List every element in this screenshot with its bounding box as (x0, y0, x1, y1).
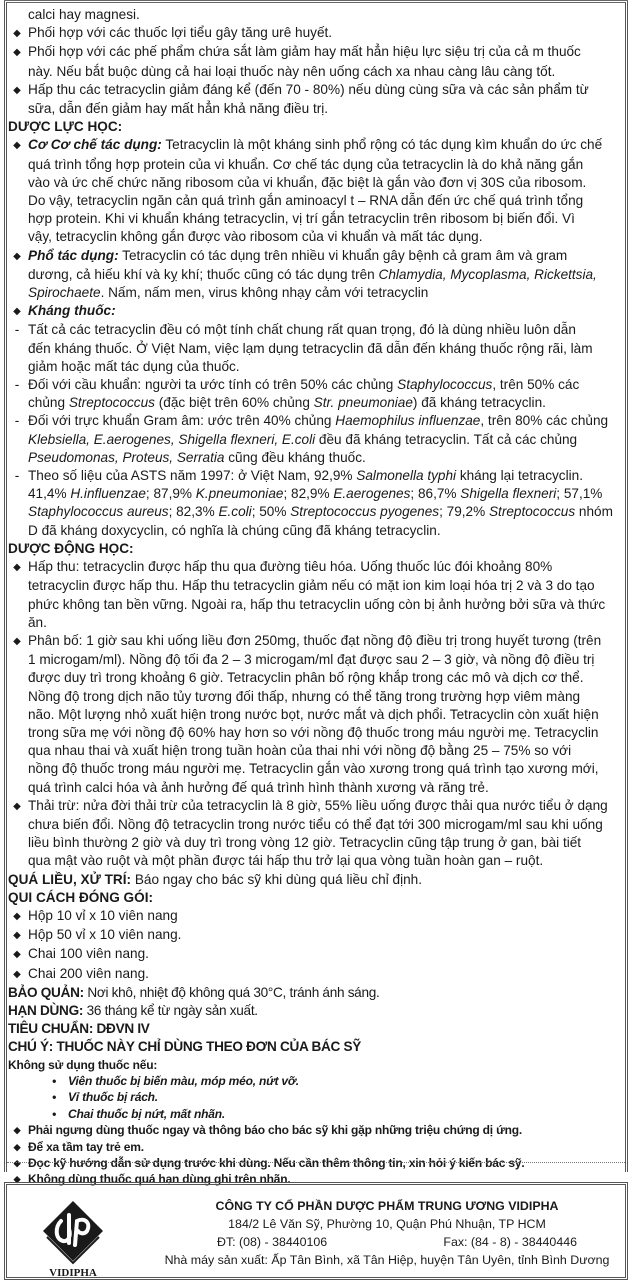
overdose-line: QUÁ LIỀU, XỬ TRÍ: Báo ngay cho bác sỹ khi dùng quá liều chỉ định. (8, 871, 423, 887)
list-item: ◆ Phối hợp với các phế phẩm chứa sắt làm giảm hay mất hẳn hiệu lực siệu trị của cả m thuốc (8, 43, 620, 62)
warning-heading: CHÚ Ý: THUỐC NÀY CHỈ DÙNG THEO ĐƠN CỦA BÁC SỸ (8, 1039, 362, 1055)
text-line: liều bình thường 2 giờ và duy trì trong vòng 12 giờ. Tetracyclin cũng tập trung ở gan, bài tiết (28, 835, 582, 851)
storage-line: BẢO QUẢN: Nơi khô, nhiệt độ không quá 30°C, tránh ánh sáng. (8, 984, 380, 1000)
text-line: 1 microgam/ml). Nồng độ tối đa 2 – 3 microgam/ml đạt được sau 2 – 3 giờ, và nồng độ điều trị (28, 652, 595, 668)
section-heading-pharmacodynamics: DƯỢC LỰC HỌC: (8, 119, 123, 135)
text-line: ăn. (28, 614, 47, 630)
text-line: Spirochaete. Nấm, nấm men, virus không nhạy cảm với tetracyclin (28, 285, 429, 301)
dash-item: - Đối với cầu khuẩn: người ta ước tính có trên 50% các chủng Staphylococcus, trên 50% các (8, 376, 620, 394)
bullet-icon: ◆ (13, 930, 21, 942)
text-line: chủng Streptococcus (đặc biệt trên 60% chủng Str. pneumoniae) đã kháng tetracyclin. (28, 395, 546, 411)
list-item: ◆ Hấp thu các tetracyclin giảm đáng kể (đến 70 - 80%) nếu dùng cùng sữa và các sản phẩm từ (8, 81, 620, 100)
section-heading-packaging: QUI CÁCH ĐÓNG GÓI: (8, 889, 153, 905)
text-line: chưa biến đổi. Nồng độ tetracyclin trong nước tiểu có thể đạt tới 300 microgam/ml sau khi uống (28, 816, 603, 832)
bullet-icon: • (51, 1090, 56, 1105)
dash-icon: - (14, 468, 20, 484)
dash-icon: - (14, 413, 20, 429)
section-divider (7, 1162, 625, 1163)
text-line: Klebsiella, E.aerogenes, Shigella flexneri, E.coli đều đã kháng tetracyclin. Tất cả các chủng (28, 431, 578, 447)
company-name: CÔNG TY CỔ PHẦN DƯỢC PHẨM TRUNG ƯƠNG VIDIPHA (215, 1199, 559, 1213)
list-item: ◆ Cơ Cơ chế tác dụng: Tetracyclin là một kháng sinh phổ rộng có tác dụng kìm khuẩn do ức chế (8, 136, 620, 155)
logo-icon (41, 1199, 105, 1279)
dash-icon: - (14, 377, 20, 393)
text-line: giảm hoặc mất tác dụng của thuốc. (28, 358, 240, 374)
bullet-icon: ◆ (13, 84, 21, 96)
bullet-icon: ◆ (13, 1125, 21, 1136)
list-item: ◆ Hộp 10 vỉ x 10 viên nang (8, 907, 620, 926)
note-item: ◆ Phải ngưng dùng thuốc ngay và thông báo cho bác sỹ khi gặp những triệu chứng dị ứng. (8, 1122, 620, 1138)
list-item: ◆ Hấp thu: tetracyclin được hấp thu qua đường tiêu hóa. Uống thuốc lúc đói khoảng 80% (8, 558, 620, 577)
list-item: ◆ Kháng thuốc: (8, 302, 620, 321)
text-line: qua mật vào ruột và một phần được tái hấp thu trở lại qua vòng tuần hoàn gan – ruột. (28, 853, 544, 869)
leaflet-content (8, 6, 620, 1188)
text-line: Do vậy, tetracyclin ngăn cản quá trình gắn aminoacyl t – RNA dẫn đến ức chế quá trình tổng (28, 193, 584, 209)
text-line: quá trình tổng hợp protein của vi khuẩn. Cơ chế tác dụng của tetracyclin là do khả năng gắn (28, 156, 584, 172)
factory-address: Nhà máy sản xuất: Ấp Tân Bình, xã Tân Hiệp, huyện Tân Uyên, tỉnh Bình Dương (164, 1253, 610, 1267)
text-line: hợp protein. Khi vi khuẩn kháng tetracyclin, vị trí gắn tetracyclin trên ribosom bị biến đổi. Vì (28, 211, 575, 227)
company-footer (4, 1182, 628, 1280)
expiry-line: HẠN DÙNG: 36 tháng kể từ ngày sản xuất. (8, 1002, 258, 1018)
text-line: trong sữa mẹ với nồng độ 60% hay hơn so với nồng độ thuốc trong máu người mẹ. Tetracyclin (28, 724, 599, 740)
note-item: ◆ Không dùng thuốc quá hạn dùng ghi trên nhãn. (8, 1171, 620, 1187)
text-line: được duy trì trong khoảng 6 giờ. Tetracyclin phân bố rộng khắp trong các mô và dịch cơ thể. (28, 670, 584, 686)
phone-number: ĐT: (08) - 38440106 (217, 1235, 328, 1249)
text-line: này. Nếu bắt buộc dùng cả hai loại thuốc này nên uống cách xa nhau càng lâu càng tốt. (28, 63, 556, 79)
bullet-icon: ◆ (13, 910, 21, 922)
list-item: ◆ Chai 200 viên nang. (8, 965, 620, 984)
standard-line: TIÊU CHUẨN: DĐVN IV (8, 1021, 150, 1037)
do-not-use-label: Không sử dụng thuốc nếu: (8, 1057, 158, 1072)
fax-number: Fax: (84 - 8) - 38440446 (443, 1235, 577, 1249)
text-line: tetracyclin được hấp thu. Hấp thu tetracyclin giảm nếu có mặt ion kim loại hóa trị 2 và 3 do tạo (28, 578, 595, 594)
text-line: Pseudomonas, Proteus, Serratia cũng đều kháng thuốc. (28, 449, 366, 465)
bullet-icon: ◆ (13, 306, 21, 318)
note-item: ◆ Để xa tầm tay trẻ em. (8, 1139, 620, 1155)
bullet-icon: ◆ (13, 562, 21, 574)
text-line: nồng độ thuốc trong máu người mẹ. Tetracyclin gắn vào xương trong quá trình tạo xương mới, (28, 761, 599, 777)
bullet-icon: ◆ (13, 949, 21, 961)
section-heading-pharmacokinetics: DƯỢC ĐỘNG HỌC: (8, 540, 134, 556)
bullet-icon: ◆ (13, 1174, 21, 1185)
text-line: D đã kháng doxycyclin, có nghĩa là chúng cũng đã kháng tetracyclin. (28, 522, 441, 538)
text-line: qua nhau thai và xuất hiện trong tuần hoàn của thai nhi với nồng độ bằng 25 – 75% so với (28, 743, 572, 759)
bullet-icon: ◆ (13, 968, 21, 980)
bullet-icon: ◆ (13, 47, 21, 59)
list-item: ◆ Hộp 50 vỉ x 10 viên nang. (8, 926, 620, 945)
svg-text:VIDIPHA: VIDIPHA (49, 1267, 97, 1279)
bullet-icon: ◆ (13, 635, 21, 647)
bullet-icon: ◆ (13, 1158, 21, 1169)
list-item: ◆ Thải trừ: nửa đời thải trừ của tetracyclin là 8 giờ, 55% liều uống được thải qua nước tiểu ở dạng (8, 797, 620, 816)
bullet-icon: • (51, 1073, 56, 1088)
text-line: não. Một lượng nhỏ xuất hiện trong nước bọt, nước mắt và dịch phổi. Tetracyclin còn xuất hiện (28, 706, 599, 722)
dash-icon: - (14, 322, 20, 338)
text-line: Nồng độ trong dịch não tủy tương đối thấp, nhưng có thể tăng trong trường hợp viêm màng (28, 688, 581, 704)
dash-item: - Đối với trực khuẩn Gram âm: ước trên 40% chủng Haemophilus influenzae, trên 80% các chủng (8, 412, 620, 430)
text-line: phức không tan bền vững. Ngoài ra, hấp thu tetracyclin uống còn bị ảnh hưởng bởi sữa và thức (28, 596, 606, 612)
list-item: ◆ Phổ tác dụng: Tetracyclin có tác dụng trên nhiều vi khuẩn gây bệnh cả gram âm và gram (8, 247, 620, 266)
text-line: dương, cả hiếu khí và kỵ khí; thuốc cũng có tác dụng trên Chlamydia, Mycoplasma, Rickettsia, (28, 266, 597, 282)
bullet-icon: ◆ (13, 28, 21, 40)
company-info (157, 1197, 617, 1269)
list-item: ◆ Chai 100 viên nang. (8, 945, 620, 964)
text-line: đến kháng thuốc. Ở Việt Nam, việc lạm dụng tetracyclin đã dẫn đến kháng thuốc rộng rãi, làm (28, 340, 593, 356)
dash-item: - Theo số liệu của ASTS năm 1997: ở Việt Nam, 92,9% Salmonella typhi kháng lại tetracyclin. (8, 467, 620, 485)
vidipha-logo (41, 1199, 105, 1279)
bullet-icon: ◆ (13, 250, 21, 262)
bullet-icon: ◆ (13, 1141, 21, 1152)
company-address: 184/2 Lê Văn Sỹ, Phường 10, Quận Phú Nhuận, TP HCM (228, 1217, 546, 1231)
text-line: quá trình calci hóa và ảnh hưởng đế quá trình hình thành xương và răng trẻ. (28, 779, 489, 795)
text-line: vào và ức chế chức năng ribosom của vi khuẩn, đặc biệt là gắn vào đơn vị 30S của ribosom. (28, 174, 587, 190)
text-line: 41,4% H.influenzae; 87,9% K.pneumoniae; 82,9% E.aerogenes; 86,7% Shigella flexneri; 57,1% (28, 486, 603, 502)
list-item: ◆ Phối hợp với các thuốc lợi tiểu gây tăng urê huyết. (8, 24, 620, 43)
text-line: vậy, tetracyclin không gắn được vào ribosom của vi khuẩn và mất tác dụng. (28, 229, 483, 245)
condition-item: • Vỉ thuốc bị rách. (8, 1089, 620, 1105)
list-item: ◆ Phân bố: 1 giờ sau khi uống liều đơn 250mg, thuốc đạt nồng độ điều trị trong huyết tương (trên (8, 632, 620, 651)
bullet-icon: ◆ (13, 140, 21, 152)
bullet-icon: ◆ (13, 800, 21, 812)
bullet-icon: • (51, 1106, 56, 1121)
condition-item: • Viên thuốc bị biến màu, móp méo, nứt vỡ. (8, 1073, 620, 1089)
contact-row (217, 1233, 577, 1251)
text-line: calci hay magnesi. (28, 7, 140, 22)
note-item: ◆ Đọc kỹ hướng dẫn sử dụng trước khi dùng. Nếu cần thêm thông tin, xin hỏi ý kiến bác sỹ. (8, 1155, 620, 1171)
text-line: Staphylococcus aureus; 82,3% E.coli; 50% Streptococcus pyogenes; 79,2% Streptococcus nhóm (28, 504, 613, 520)
dash-item: - Tất cả các tetracyclin đều có một tính chất chung rất quan trọng, đó là dùng nhiều luôn dẫn (8, 321, 620, 339)
condition-item: • Chai thuốc bị nứt, mất nhãn. (8, 1106, 620, 1122)
text-line: sữa, dẫn đến giảm hay mất hẳn khả năng điều trị. (28, 101, 329, 117)
